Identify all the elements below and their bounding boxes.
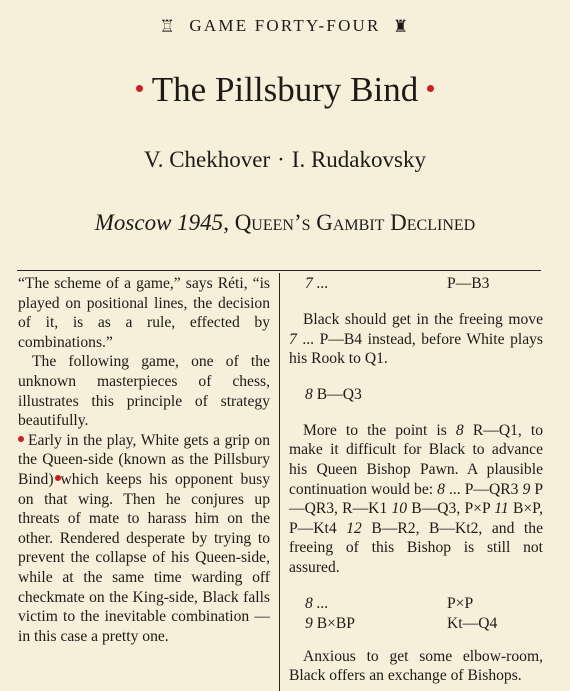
move-line-8 (289, 385, 543, 405)
chapter-title (0, 70, 570, 110)
game-header (0, 16, 570, 37)
annotation-paragraph: Black should get in the freeing move 7 ... P—B4 instead, before White plays his Rook to Q1. (289, 311, 543, 368)
venue-comma: , (223, 210, 229, 235)
move-number: 9 B×BP (305, 614, 355, 632)
horizontal-divider (17, 270, 541, 271)
column-divider (279, 273, 280, 691)
black-player: I. Rudakovsky (291, 147, 426, 172)
left-column (18, 274, 270, 646)
intro-quote: “The scheme of a game,” says Réti, “is played on positional lines, the decision of it, is as a rule, effected by combinations.” (18, 275, 270, 351)
white-player: V. Chekhover (144, 147, 271, 172)
summary-paragraph (18, 431, 270, 647)
annotation-paragraph: Anxious to get some elbow-room, Black offers an exchange of Bishops. (289, 647, 543, 685)
intro-paragraph: The following game, one of the unknown masterpieces of chess, illustrates this principle of strategy beautifully. (18, 353, 270, 430)
black-move: P×P (447, 594, 474, 612)
opening-name: Queen’s Gambit Declined (234, 210, 476, 235)
white-move: B—Q3 (316, 385, 362, 403)
white-rook-icon: ♖ (159, 17, 177, 36)
black-move: P—B3 (447, 275, 490, 292)
move-number: 7 ... (305, 275, 329, 292)
black-move: Kt—Q4 (447, 614, 498, 632)
venue-place: Moscow 1945 (94, 210, 224, 235)
move-number: 8 B—Q3 (305, 385, 362, 403)
black-rook-icon: ♜ (393, 17, 411, 36)
move-number: 8 ... (305, 594, 329, 612)
annotation-paragraph: More to the point is 8 R—Q1, to make it difficult for Black to advance his Queen Bishop Pawn. A plausible continuation would be: 8 ... P—QR3 9 P—QR3, R—K1 10 B—Q3, P×P 11 B×P, P—Kt4 12 B—R2, B—Kt2, and the freeing of this Bishop is still not assured. (289, 421, 543, 576)
move-line-7 (289, 274, 543, 294)
move-line-9 (289, 614, 543, 634)
right-column (289, 274, 543, 686)
white-move: B×BP (316, 614, 355, 632)
move-line-8b (289, 594, 543, 614)
summary-text-a: Early in the play, White gets a grip on the Queen-side (known as the Pillsbury Bind) (18, 431, 270, 488)
game-label: GAME FORTY-FOUR (189, 16, 381, 35)
red-marker-icon (18, 436, 24, 442)
red-bullet-icon (136, 85, 143, 92)
players-line (0, 147, 570, 173)
red-bullet-icon (427, 85, 434, 92)
player-separator: · (277, 147, 285, 172)
venue-line (0, 210, 570, 236)
summary-text-b: which keeps his opponent busy on that wing. Then he conjures up threats of mate to harass him on the other. Rendered desperate by trying to prevent the collapse of his Queen-side, while at the same time warding off checkmate on the King-side, Black falls victim to the inevitable combination —in this case a pretty one. (18, 470, 270, 645)
title-text: The Pillsbury Bind (151, 70, 419, 109)
